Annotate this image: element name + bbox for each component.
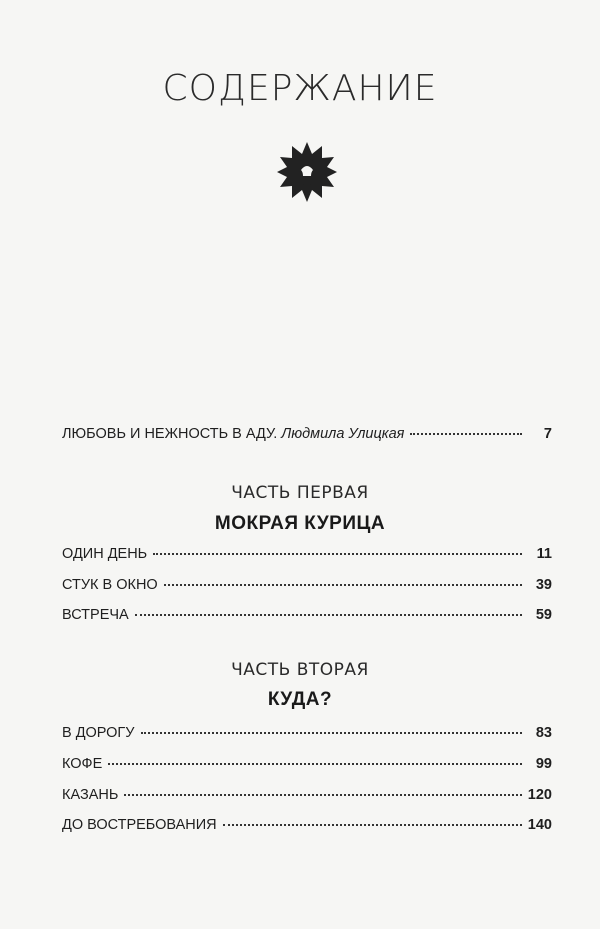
toc-entry-title: ОДИН ДЕНЬ (62, 546, 148, 562)
dot-leader (153, 552, 522, 555)
dot-leader (223, 823, 522, 826)
toc-entry[interactable] (62, 816, 552, 834)
dot-leader (135, 613, 522, 616)
dot-leader (141, 731, 523, 734)
toc-page-number: 7 (543, 426, 552, 442)
intro-author: Людмила Улицкая (281, 426, 405, 442)
part-1-label: ЧАСТЬ ПЕРВАЯ (231, 483, 369, 503)
toc-entry[interactable] (62, 576, 552, 594)
toc-page-number: 11 (536, 546, 552, 562)
part-2-label: ЧАСТЬ ВТОРАЯ (231, 660, 369, 680)
toc-entry-title (62, 425, 404, 443)
toc-entry-title: ВСТРЕЧА (62, 607, 129, 623)
toc-entry-title: ДО ВОСТРЕБОВАНИЯ (62, 817, 217, 833)
toc-page-number: 59 (535, 607, 552, 623)
toc-page-number: 120 (527, 787, 552, 803)
dot-leader (410, 432, 522, 435)
toc-page-number: 99 (535, 756, 552, 772)
intro-title: ЛЮБОВЬ И НЕЖНОСТЬ В АДУ. (62, 426, 278, 442)
toc-entry-title: КАЗАНЬ (62, 787, 119, 803)
dot-leader (108, 762, 522, 765)
toc-entry[interactable] (62, 755, 552, 773)
toc-entry-title: СТУК В ОКНО (62, 577, 158, 593)
dot-leader (164, 583, 522, 586)
toc-entry[interactable] (62, 786, 552, 804)
toc-page-number: 83 (535, 725, 552, 741)
toc-entry-intro[interactable] (62, 425, 552, 443)
toc-entry-title: КОФЕ (62, 756, 103, 772)
part-1-title: МОКРАЯ КУРИЦА (214, 513, 386, 534)
sunburst-ornament-icon (275, 140, 339, 204)
page-title: СОДЕРЖАНИЕ (162, 68, 438, 109)
toc-entry[interactable] (62, 545, 552, 563)
toc-entry[interactable] (62, 606, 552, 624)
toc-page-number: 39 (535, 577, 552, 593)
toc-entry-title: В ДОРОГУ (62, 725, 135, 741)
toc-entry[interactable] (62, 724, 552, 742)
toc-page-number: 140 (527, 817, 552, 833)
dot-leader (124, 793, 521, 796)
part-2-title: КУДА? (267, 689, 333, 710)
